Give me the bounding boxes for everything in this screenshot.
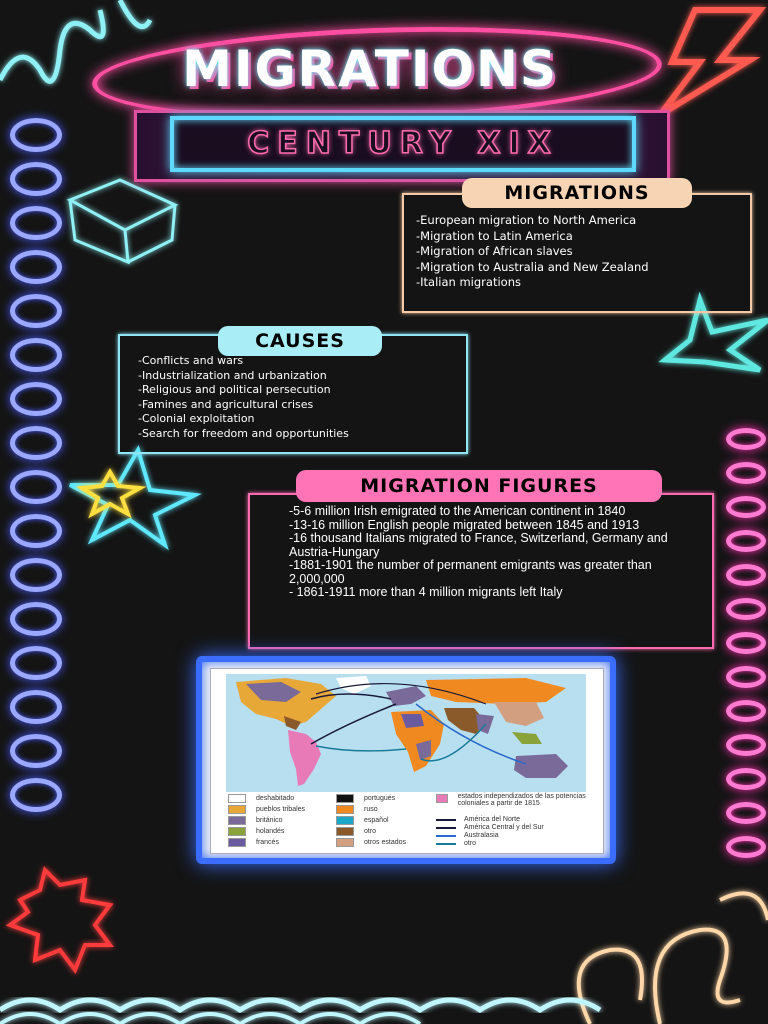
ring-icon [10, 470, 62, 504]
migrations-heading: MIGRATIONS [462, 178, 692, 208]
ring-icon [10, 514, 62, 548]
list-item: -Italian migrations [416, 275, 521, 289]
ring-icon [726, 666, 766, 688]
loop-doodle-icon [579, 893, 768, 1024]
list-item: -Migration to Latin America [416, 228, 573, 243]
ring-icon [726, 564, 766, 586]
legend-item: otro [436, 840, 476, 847]
list-item: -Search for freedom and opportunities [138, 426, 349, 440]
ring-icon [726, 598, 766, 620]
map-legend [226, 792, 588, 848]
ring-icon [10, 734, 62, 768]
ring-icon [10, 778, 62, 812]
legend-item: portugués [336, 794, 395, 803]
legend-item: británico [228, 816, 282, 825]
right-ring-column [722, 428, 768, 888]
ring-icon [726, 462, 766, 484]
ring-icon [10, 206, 62, 240]
ring-icon [726, 632, 766, 654]
legend-item: otro [336, 827, 376, 836]
ring-icon [10, 558, 62, 592]
ring-icon [10, 250, 62, 284]
cube-icon [70, 180, 175, 262]
ring-icon [726, 836, 766, 858]
ring-icon [726, 768, 766, 790]
list-item: -European migration to North America [416, 213, 637, 227]
legend-item: Australasia [436, 832, 499, 839]
ring-icon [10, 602, 62, 636]
page-title: MIGRATIONS [182, 40, 558, 98]
ring-icon [726, 700, 766, 722]
ring-icon [726, 802, 766, 824]
legend-item: ruso [336, 805, 378, 814]
ring-icon [10, 646, 62, 680]
ring-icon [10, 294, 62, 328]
legend-item: América del Norte [436, 816, 520, 823]
wave-doodle-icon [0, 1000, 600, 1010]
ring-icon [10, 118, 62, 152]
star-outline-icon [70, 450, 195, 545]
list-item: -Industrialization and urbanization [138, 368, 327, 382]
starburst-icon [10, 870, 110, 970]
legend-item: holandés [228, 827, 284, 836]
century-title: CENTURY XIX [247, 126, 559, 161]
ring-icon [10, 690, 62, 724]
list-item: -Conflicts and wars [138, 354, 244, 367]
legend-item: francés [228, 838, 279, 847]
legend-item: español [336, 816, 389, 825]
list-item: -Famines and agricultural crises [138, 397, 314, 411]
causes-list [138, 354, 458, 441]
ring-icon [726, 496, 766, 518]
ring-icon [726, 428, 766, 450]
legend-item: otros estados [336, 838, 406, 847]
world-map-icon [226, 674, 586, 792]
left-ring-column [8, 118, 78, 838]
figures-heading: MIGRATION FIGURES [296, 470, 662, 502]
figures-list [289, 505, 707, 600]
ring-icon [10, 382, 62, 416]
legend-item: deshabitado [228, 794, 294, 803]
ring-icon [726, 530, 766, 552]
list-item: -13-16 million English people migrated between 1845 and 1913 [289, 517, 640, 532]
list-item: -Colonial exploitation [138, 412, 255, 425]
legend-item: América Central y del Sur [436, 824, 544, 831]
list-item: -5-6 million Irish emigrated to the American continent in 1840 [289, 504, 626, 518]
lightning-icon [660, 10, 760, 115]
ring-icon [10, 162, 62, 196]
migrations-list [416, 213, 746, 291]
list-item: -Religious and political persecution [138, 383, 331, 396]
list-item: -Migration of African slaves [416, 244, 573, 258]
list-item: -16 thousand Italians migrated to France, Switzerland, Germany and Austria-Hungary [289, 531, 668, 559]
list-item: -Migration to Australia and New Zealand [416, 259, 649, 274]
list-item: -1881-1901 the number of permanent emigrants was greater than 2,000,000 [289, 558, 652, 586]
causes-heading: CAUSES [218, 326, 382, 356]
legend-item: estados independizados de las potencias coloniales a partir de 1815 [436, 793, 586, 807]
ring-icon [726, 734, 766, 756]
ring-icon [10, 426, 62, 460]
squiggle-icon [0, 10, 103, 81]
legend-item: pueblos tribales [228, 805, 305, 814]
list-item: - 1861-1911 more than 4 million migrants left Italy [289, 585, 563, 599]
ring-icon [10, 338, 62, 372]
yellow-star-icon [82, 472, 140, 514]
